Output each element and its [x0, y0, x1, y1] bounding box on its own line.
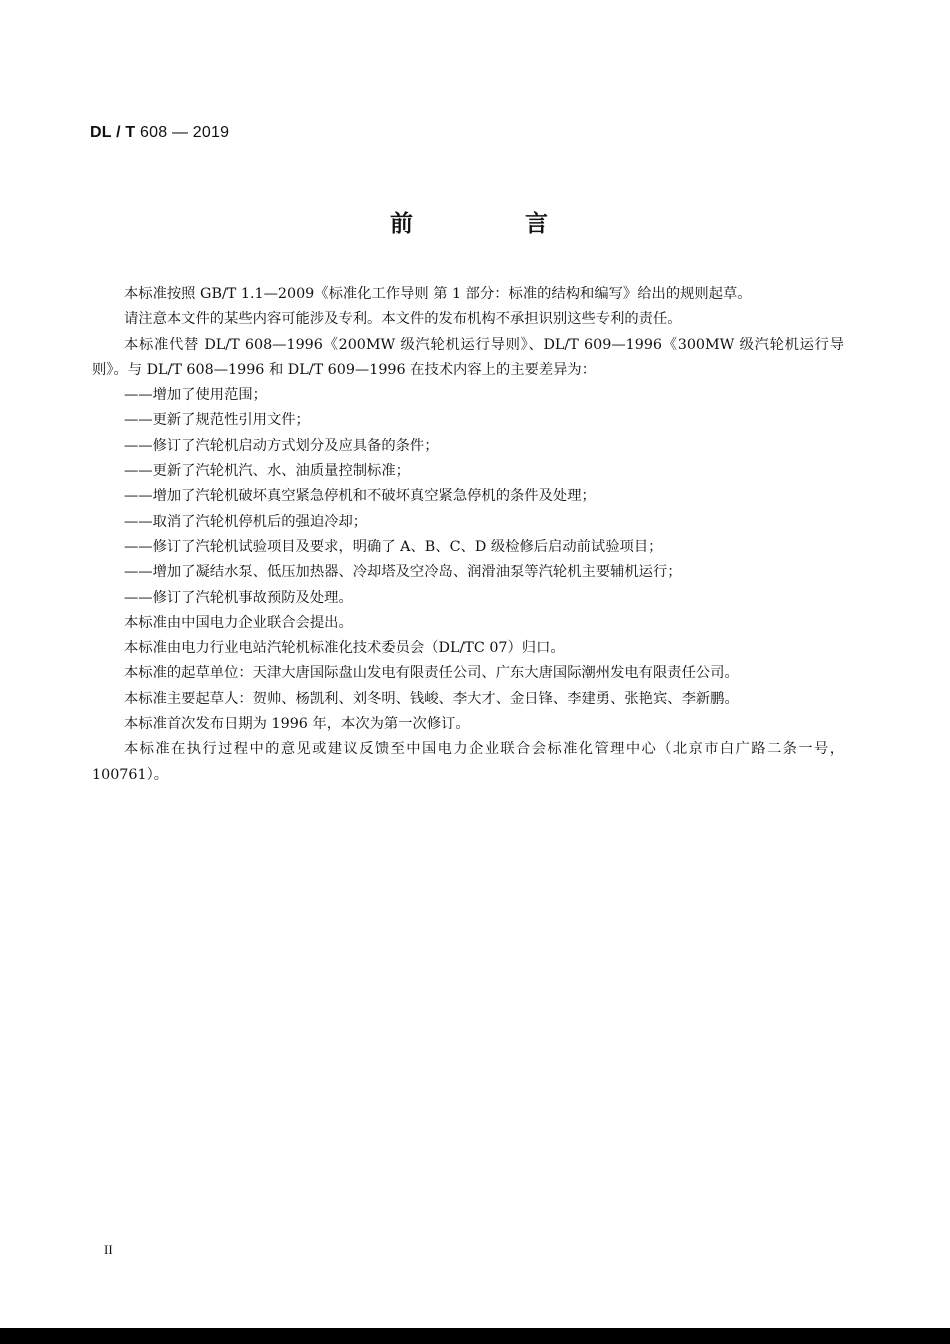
- change-item: ——取消了汽轮机停机后的强迫冷却；: [124, 513, 368, 530]
- change-item: ——修订了汽轮机启动方式划分及应具备的条件；: [124, 437, 439, 454]
- page-title: 前 言: [389, 211, 600, 237]
- paragraph-drafters: 本标准主要起草人：贺帅、杨凯利、刘冬明、钱峻、李大才、金日锋、李建勇、张艳宾、李新鹏。: [124, 690, 739, 707]
- change-item: ——修订了汽轮机事故预防及处理。: [124, 589, 353, 606]
- paragraph-feedback: 本标准在执行过程中的意见或建议反馈至中国电力企业联合会标准化管理中心（北京市白广路二条一号，100761）。: [92, 741, 844, 783]
- paragraph-drafting-rules: 本标准按照 GB/T 1.1—2009《标准化工作导则 第 1 部分：标准的结构和编写》给出的规则起草。: [124, 286, 752, 302]
- change-item: ——增加了汽轮机破坏真空紧急停机和不破坏真空紧急停机的条件及处理；: [124, 488, 596, 505]
- paragraph-committee: 本标准由电力行业电站汽轮机标准化技术委员会（DL/TC 07）归口。: [124, 640, 565, 657]
- paragraph-proposer: 本标准由中国电力企业联合会提出。: [124, 614, 353, 631]
- change-item: ——更新了规范性引用文件；: [124, 412, 310, 429]
- standard-code-number: 608 — 2019: [135, 124, 230, 141]
- paragraph-drafting-units: 本标准的起草单位：天津大唐国际盘山发电有限责任公司、广东大唐国际潮州发电有限责任公司。: [124, 665, 739, 682]
- page-number: II: [104, 1242, 113, 1257]
- paragraph-issue-date: 本标准首次发布日期为 1996 年，本次为第一次修订。: [124, 716, 470, 733]
- paragraph-patent-notice: 请注意本文件的某些内容可能涉及专利。本文件的发布机构不承担识别这些专利的责任。: [124, 311, 682, 328]
- change-item: ——更新了汽轮机汽、水、油质量控制标准；: [124, 463, 410, 480]
- bottom-border: [0, 1328, 950, 1344]
- foreword-body: [92, 282, 844, 788]
- change-item: ——增加了凝结水泵、低压加热器、冷却塔及空冷岛、润滑油泵等汽轮机主要辅机运行；: [124, 564, 682, 581]
- change-item: ——增加了使用范围；: [124, 387, 267, 404]
- change-item: ——修订了汽轮机试验项目及要求，明确了 A、B、C、D 级检修后启动前试验项目；: [124, 538, 663, 555]
- standard-code: [90, 124, 229, 142]
- paragraph-replacement: 本标准代替 DL/T 608—1996《200MW 级汽轮机运行导则》、DL/T 609—1996《300MW 级汽轮机运行导则》。与 DL/T 608—1996 和 DL/T 609—1996 在技术内容上的主要差异为：: [92, 336, 844, 378]
- standard-code-prefix: DL / T: [90, 124, 136, 141]
